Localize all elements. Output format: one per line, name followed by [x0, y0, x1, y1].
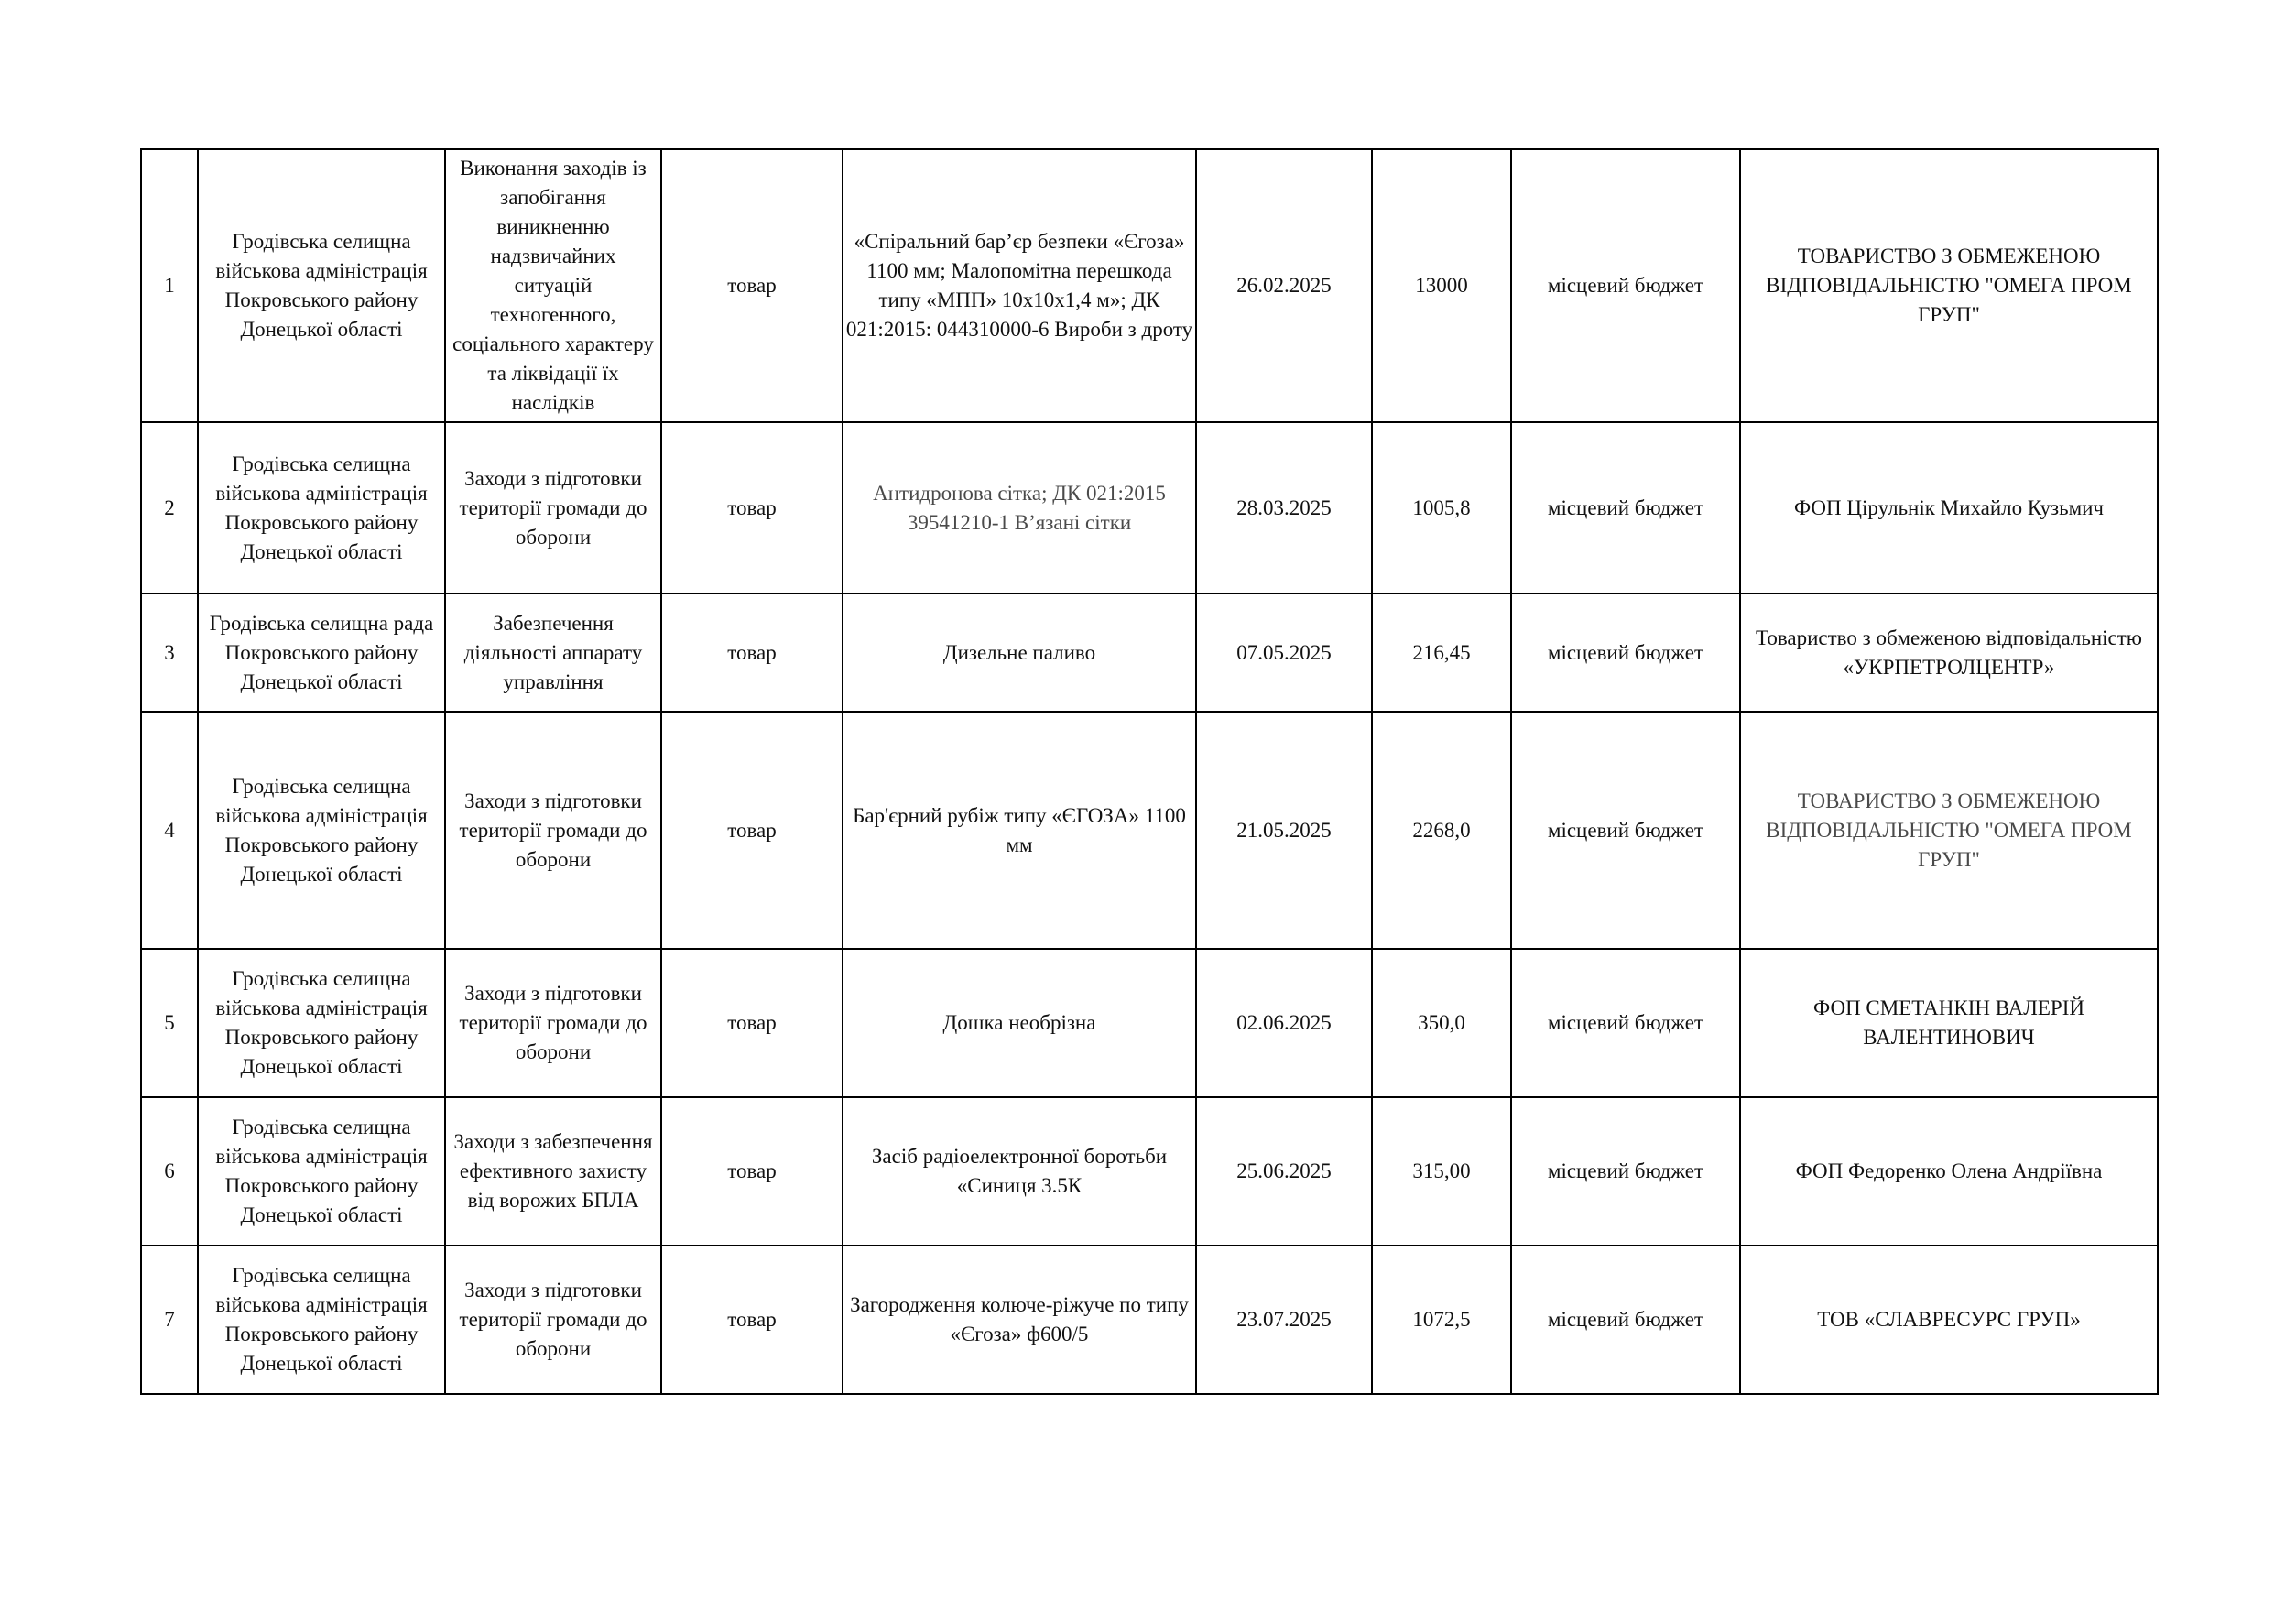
- table-row: [141, 149, 2158, 422]
- cell-customer: Гродівська селищна рада Покровського району Донецької області: [198, 593, 445, 712]
- cell-customer: Гродівська селищна військова адміністрація Покровського району Донецької області: [198, 1246, 445, 1394]
- cell-number: 7: [141, 1246, 198, 1394]
- cell-funding-source: місцевий бюджет: [1511, 1246, 1740, 1394]
- procurement-table-page: [140, 148, 2159, 1395]
- cell-amount: 1072,5: [1372, 1246, 1511, 1394]
- cell-amount: 1005,8: [1372, 422, 1511, 593]
- cell-funding-source: місцевий бюджет: [1511, 593, 1740, 712]
- cell-number: 3: [141, 593, 198, 712]
- cell-customer: Гродівська селищна військова адміністрація Покровського району Донецької області: [198, 149, 445, 422]
- cell-supplier: Товариство з обмеженою відповідальністю «УКРПЕТРОЛЦЕНТР»: [1740, 593, 2158, 712]
- cell-funding-source: місцевий бюджет: [1511, 949, 1740, 1097]
- table-row: [141, 949, 2158, 1097]
- cell-purpose: Заходи з підготовки території громади до оборони: [445, 949, 661, 1097]
- cell-item-type: товар: [661, 1097, 843, 1246]
- cell-subject: Дизельне паливо: [843, 593, 1196, 712]
- cell-subject: Загородження колюче-ріжуче по типу «Єгоза» ф600/5: [843, 1246, 1196, 1394]
- cell-subject: Дошка необрізна: [843, 949, 1196, 1097]
- cell-item-type: товар: [661, 712, 843, 949]
- cell-purpose: Заходи з підготовки території громади до оборони: [445, 1246, 661, 1394]
- table-row: [141, 593, 2158, 712]
- cell-funding-source: місцевий бюджет: [1511, 149, 1740, 422]
- table-row: [141, 1097, 2158, 1246]
- cell-purpose: [445, 149, 661, 422]
- cell-number: 5: [141, 949, 198, 1097]
- cell-purpose: Заходи з забезпечення ефективного захисту від ворожих БПЛА: [445, 1097, 661, 1246]
- cell-funding-source: місцевий бюджет: [1511, 1097, 1740, 1246]
- cell-customer: Гродівська селищна військова адміністрація Покровського району Донецької області: [198, 949, 445, 1097]
- cell-amount: 13000: [1372, 149, 1511, 422]
- cell-supplier: ФОП Федоренко Олена Андріївна: [1740, 1097, 2158, 1246]
- cell-purpose: Заходи з підготовки території громади до оборони: [445, 712, 661, 949]
- cell-item-type: товар: [661, 949, 843, 1097]
- cell-date: 26.02.2025: [1196, 149, 1372, 422]
- table-row: [141, 422, 2158, 593]
- cell-date: 07.05.2025: [1196, 593, 1372, 712]
- cell-subject: Засіб радіоелектронної боротьби «Синиця 3.5К: [843, 1097, 1196, 1246]
- cell-item-type: товар: [661, 149, 843, 422]
- cell-date: 25.06.2025: [1196, 1097, 1372, 1246]
- cell-date: 28.03.2025: [1196, 422, 1372, 593]
- cell-funding-source: місцевий бюджет: [1511, 422, 1740, 593]
- cell-number: 2: [141, 422, 198, 593]
- table-row: [141, 712, 2158, 949]
- cell-date: 02.06.2025: [1196, 949, 1372, 1097]
- cell-subject: Антидронова сітка; ДК 021:2015 39541210-1 В’язані сітки: [843, 422, 1196, 593]
- cell-supplier: ФОП СМЕТАНКІН ВАЛЕРІЙ ВАЛЕНТИНОВИЧ: [1740, 949, 2158, 1097]
- cell-supplier: ФОП Цірульнік Михайло Кузьмич: [1740, 422, 2158, 593]
- cell-date: 23.07.2025: [1196, 1246, 1372, 1394]
- cell-purpose: Заходи з підготовки території громади до оборони: [445, 422, 661, 593]
- cell-subject: Бар'єрний рубіж типу «ЄГОЗА» 1100 мм: [843, 712, 1196, 949]
- cell-supplier: ТОВ «СЛАВРЕСУРС ГРУП»: [1740, 1246, 2158, 1394]
- cell-date: 21.05.2025: [1196, 712, 1372, 949]
- cell-item-type: товар: [661, 593, 843, 712]
- procurement-table: [140, 148, 2159, 1395]
- cell-number: 1: [141, 149, 198, 422]
- cell-item-type: товар: [661, 1246, 843, 1394]
- cell-item-type: товар: [661, 422, 843, 593]
- cell-customer: Гродівська селищна військова адміністрація Покровського району Донецької області: [198, 422, 445, 593]
- table-row: [141, 1246, 2158, 1394]
- cell-customer: Гродівська селищна військова адміністрація Покровського району Донецької області: [198, 712, 445, 949]
- cell-supplier: ТОВАРИСТВО З ОБМЕЖЕНОЮ ВІДПОВІДАЛЬНІСТЮ "ОМЕГА ПРОМ ГРУП": [1740, 712, 2158, 949]
- cell-purpose-text: Виконання заходів із запобігання виникненню надзвичайних ситуацій техногенного, соціального характеру та ліквідації їх наслідків: [452, 157, 654, 414]
- cell-amount: 315,00: [1372, 1097, 1511, 1246]
- cell-purpose: Забезпечення діяльності аппарату управління: [445, 593, 661, 712]
- cell-number: 6: [141, 1097, 198, 1246]
- cell-funding-source: місцевий бюджет: [1511, 712, 1740, 949]
- cell-amount: 2268,0: [1372, 712, 1511, 949]
- cell-amount: 216,45: [1372, 593, 1511, 712]
- cell-customer: Гродівська селищна військова адміністрація Покровського району Донецької області: [198, 1097, 445, 1246]
- cell-amount: 350,0: [1372, 949, 1511, 1097]
- cell-supplier: ТОВАРИСТВО З ОБМЕЖЕНОЮ ВІДПОВІДАЛЬНІСТЮ "ОМЕГА ПРОМ ГРУП": [1740, 149, 2158, 422]
- cell-subject: «Спіральний бар’єр безпеки «Єгоза» 1100 мм; Малопомітна перешкода типу «МПП» 10х10х1,4 м»; ДК 021:2015: 044310000-6 Вироби з дроту: [843, 149, 1196, 422]
- cell-number: 4: [141, 712, 198, 949]
